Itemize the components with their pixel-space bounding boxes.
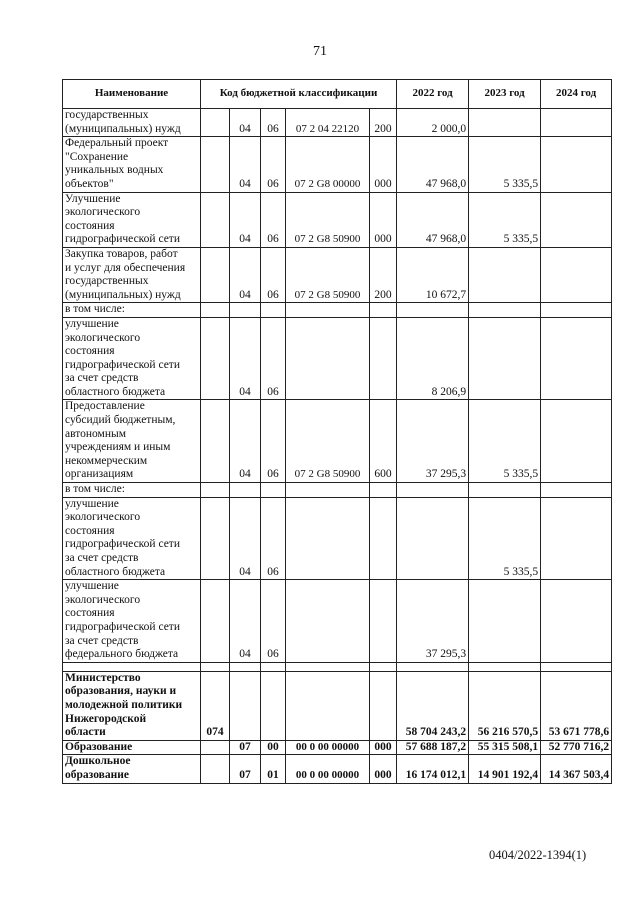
- row-section-cell: [230, 303, 261, 318]
- document-footer-code: 0404/2022-1394(1): [489, 848, 587, 862]
- row-grbs-cell: [201, 497, 230, 580]
- row-section-cell: 04: [230, 317, 261, 400]
- row-target-article-cell: [286, 580, 370, 663]
- row-name-cell: государственных (муниципальных) нужд: [63, 109, 201, 137]
- spacer-cell: [286, 662, 370, 671]
- row-target-article-cell: 07 2 G8 00000: [286, 137, 370, 192]
- spacer-cell: [230, 662, 261, 671]
- row-section-cell: 04: [230, 109, 261, 137]
- row-subsection-cell: 06: [261, 109, 286, 137]
- row-2024-cell: [541, 192, 612, 247]
- row-grbs-cell: [201, 483, 230, 498]
- row-section-cell: [230, 671, 261, 740]
- row-section-cell: [230, 483, 261, 498]
- row-grbs-cell: [201, 317, 230, 400]
- row-target-article-cell: 07 2 G8 50900: [286, 247, 370, 302]
- row-expense-type-cell: 200: [370, 109, 397, 137]
- row-grbs-cell: [201, 192, 230, 247]
- row-grbs-cell: 074: [201, 671, 230, 740]
- row-name-cell: Министерство образования, науки и молодежной политики Нижегородской области: [63, 671, 201, 740]
- table-row: [63, 580, 612, 663]
- row-name-cell: улучшение экологического состояния гидрографической сети за счет средств федерального бюджета: [63, 580, 201, 663]
- row-section-cell: 07: [230, 755, 261, 783]
- row-subsection-cell: 06: [261, 137, 286, 192]
- row-target-article-cell: 00 0 00 00000: [286, 740, 370, 755]
- table-row: [63, 483, 612, 498]
- row-section-cell: 04: [230, 580, 261, 663]
- row-expense-type-cell: 200: [370, 247, 397, 302]
- row-2024-cell: 14 367 503,4: [541, 755, 612, 783]
- row-2023-cell: 5 335,5: [469, 192, 541, 247]
- row-2022-cell: 37 295,3: [397, 580, 469, 663]
- header-budget-code: Код бюджетной классификации: [201, 80, 397, 109]
- row-2022-cell: 58 704 243,2: [397, 671, 469, 740]
- row-expense-type-cell: [370, 303, 397, 318]
- row-expense-type-cell: 000: [370, 137, 397, 192]
- row-grbs-cell: [201, 109, 230, 137]
- table-row: [63, 192, 612, 247]
- row-expense-type-cell: [370, 497, 397, 580]
- row-2022-cell: 2 000,0: [397, 109, 469, 137]
- row-2024-cell: [541, 317, 612, 400]
- table-row: [63, 303, 612, 318]
- row-2023-cell: [469, 303, 541, 318]
- row-name-cell: улучшение экологического состояния гидрографической сети за счет средств областного бюджета: [63, 497, 201, 580]
- row-2024-cell: [541, 400, 612, 483]
- row-2024-cell: [541, 303, 612, 318]
- row-2023-cell: [469, 317, 541, 400]
- row-2024-cell: [541, 109, 612, 137]
- row-2022-cell: 47 968,0: [397, 192, 469, 247]
- row-expense-type-cell: 000: [370, 755, 397, 783]
- row-subsection-cell: [261, 483, 286, 498]
- row-2022-cell: [397, 303, 469, 318]
- row-target-article-cell: 07 2 G8 50900: [286, 400, 370, 483]
- row-subsection-cell: [261, 671, 286, 740]
- spacer-cell: [541, 662, 612, 671]
- header-2023: 2023 год: [469, 80, 541, 109]
- row-grbs-cell: [201, 580, 230, 663]
- spacer-cell: [370, 662, 397, 671]
- row-2022-cell: [397, 497, 469, 580]
- row-2023-cell: [469, 247, 541, 302]
- row-2023-cell: [469, 483, 541, 498]
- row-expense-type-cell: [370, 317, 397, 400]
- spacer-cell: [261, 662, 286, 671]
- row-2024-cell: [541, 497, 612, 580]
- row-section-cell: 04: [230, 192, 261, 247]
- row-grbs-cell: [201, 137, 230, 192]
- table-row: [63, 317, 612, 400]
- row-expense-type-cell: 600: [370, 400, 397, 483]
- row-2024-cell: [541, 580, 612, 663]
- row-expense-type-cell: [370, 580, 397, 663]
- row-2023-cell: [469, 109, 541, 137]
- row-target-article-cell: [286, 497, 370, 580]
- row-2022-cell: 10 672,7: [397, 247, 469, 302]
- row-subsection-cell: 00: [261, 740, 286, 755]
- table-row: [63, 671, 612, 740]
- table-row: [63, 755, 612, 783]
- row-target-article-cell: [286, 317, 370, 400]
- row-subsection-cell: 01: [261, 755, 286, 783]
- row-2022-cell: 47 968,0: [397, 137, 469, 192]
- row-grbs-cell: [201, 755, 230, 783]
- row-subsection-cell: 06: [261, 497, 286, 580]
- table-header: [63, 80, 612, 109]
- table-body: [63, 109, 612, 784]
- row-2024-cell: [541, 247, 612, 302]
- table-row: [63, 109, 612, 137]
- table-row: [63, 137, 612, 192]
- row-expense-type-cell: [370, 483, 397, 498]
- row-name-cell: Образование: [63, 740, 201, 755]
- row-name-cell: Предоставление субсидий бюджетным, автономным учреждениям и иным некоммерческим организациям: [63, 400, 201, 483]
- row-name-cell: Улучшение экологического состояния гидрографической сети: [63, 192, 201, 247]
- row-target-article-cell: [286, 483, 370, 498]
- row-target-article-cell: 07 2 04 22120: [286, 109, 370, 137]
- spacer-cell: [469, 662, 541, 671]
- row-2023-cell: 5 335,5: [469, 137, 541, 192]
- header-2024: 2024 год: [541, 80, 612, 109]
- row-section-cell: 07: [230, 740, 261, 755]
- row-name-cell: Федеральный проект "Сохранение уникальных водных объектов": [63, 137, 201, 192]
- budget-table: [62, 79, 612, 784]
- row-2024-cell: 53 671 778,6: [541, 671, 612, 740]
- row-name-cell: Закупка товаров, работ и услуг для обеспечения государственных (муниципальных) нужд: [63, 247, 201, 302]
- row-2024-cell: [541, 483, 612, 498]
- row-target-article-cell: [286, 303, 370, 318]
- row-section-cell: 04: [230, 137, 261, 192]
- row-expense-type-cell: 000: [370, 740, 397, 755]
- spacer-cell: [63, 662, 201, 671]
- row-section-cell: 04: [230, 400, 261, 483]
- page-number: 71: [313, 44, 327, 59]
- row-name-cell: улучшение экологического состояния гидрографической сети за счет средств областного бюджета: [63, 317, 201, 400]
- row-2022-cell: 16 174 012,1: [397, 755, 469, 783]
- row-2023-cell: 14 901 192,4: [469, 755, 541, 783]
- row-section-cell: 04: [230, 497, 261, 580]
- row-2023-cell: 56 216 570,5: [469, 671, 541, 740]
- spacer-row: [63, 662, 612, 671]
- table-row: [63, 247, 612, 302]
- row-2023-cell: 5 335,5: [469, 400, 541, 483]
- row-target-article-cell: [286, 671, 370, 740]
- table-row: [63, 740, 612, 755]
- row-subsection-cell: 06: [261, 580, 286, 663]
- row-grbs-cell: [201, 400, 230, 483]
- row-2023-cell: [469, 580, 541, 663]
- row-name-cell: в том числе:: [63, 303, 201, 318]
- row-subsection-cell: 06: [261, 247, 286, 302]
- row-grbs-cell: [201, 303, 230, 318]
- header-name: Наименование: [63, 80, 201, 109]
- spacer-cell: [201, 662, 230, 671]
- row-2022-cell: [397, 483, 469, 498]
- row-2022-cell: 8 206,9: [397, 317, 469, 400]
- row-2023-cell: 55 315 508,1: [469, 740, 541, 755]
- row-expense-type-cell: 000: [370, 192, 397, 247]
- row-2023-cell: 5 335,5: [469, 497, 541, 580]
- row-name-cell: Дошкольное образование: [63, 755, 201, 783]
- row-name-cell: в том числе:: [63, 483, 201, 498]
- table-row: [63, 497, 612, 580]
- row-subsection-cell: 06: [261, 192, 286, 247]
- row-2024-cell: [541, 137, 612, 192]
- row-grbs-cell: [201, 740, 230, 755]
- row-2022-cell: 37 295,3: [397, 400, 469, 483]
- row-section-cell: 04: [230, 247, 261, 302]
- spacer-cell: [397, 662, 469, 671]
- row-2024-cell: 52 770 716,2: [541, 740, 612, 755]
- row-subsection-cell: 06: [261, 400, 286, 483]
- header-2022: 2022 год: [397, 80, 469, 109]
- row-subsection-cell: [261, 303, 286, 318]
- row-subsection-cell: 06: [261, 317, 286, 400]
- row-expense-type-cell: [370, 671, 397, 740]
- table-row: [63, 400, 612, 483]
- row-grbs-cell: [201, 247, 230, 302]
- row-target-article-cell: 00 0 00 00000: [286, 755, 370, 783]
- row-2022-cell: 57 688 187,2: [397, 740, 469, 755]
- row-target-article-cell: 07 2 G8 50900: [286, 192, 370, 247]
